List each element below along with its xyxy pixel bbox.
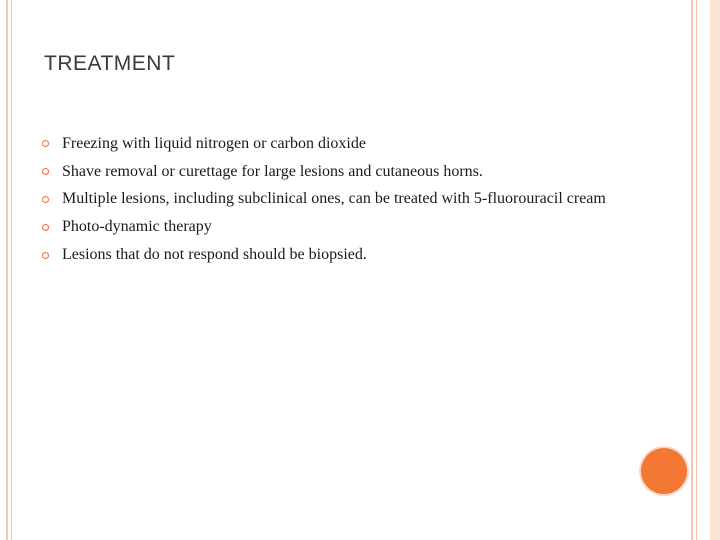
bullet-item bbox=[42, 130, 606, 158]
bullet-circle-icon bbox=[42, 252, 49, 259]
bullet-item bbox=[42, 213, 606, 241]
bullet-text: Multiple lesions, including subclinical ones, can be treated with 5-fluorouracil cream bbox=[62, 190, 606, 208]
bullet-circle-icon bbox=[42, 196, 49, 203]
bullet-text: Freezing with liquid nitrogen or carbon dioxide bbox=[62, 134, 366, 152]
bullet-circle-icon bbox=[42, 140, 49, 147]
bullet-item bbox=[42, 158, 606, 186]
bullet-text: Photo-dynamic therapy bbox=[62, 218, 212, 236]
bullet-text: Lesions that do not respond should be biopsied. bbox=[62, 246, 367, 264]
right-border-band bbox=[710, 0, 720, 540]
bullet-text: Shave removal or curettage for large lesions and cutaneous horns. bbox=[62, 162, 483, 180]
bullet-list bbox=[42, 130, 606, 269]
bullet-circle-icon bbox=[42, 168, 49, 175]
bullet-item bbox=[42, 186, 606, 214]
left-border-line bbox=[6, 0, 8, 540]
right-border-line-thin bbox=[696, 0, 697, 540]
right-border-line bbox=[691, 0, 693, 540]
slide-title: TREATMENT bbox=[44, 52, 176, 75]
bullet-circle-icon bbox=[42, 224, 49, 231]
left-border-line-thin bbox=[11, 0, 12, 540]
decorative-circle-icon bbox=[641, 448, 687, 494]
bullet-item bbox=[42, 241, 606, 269]
